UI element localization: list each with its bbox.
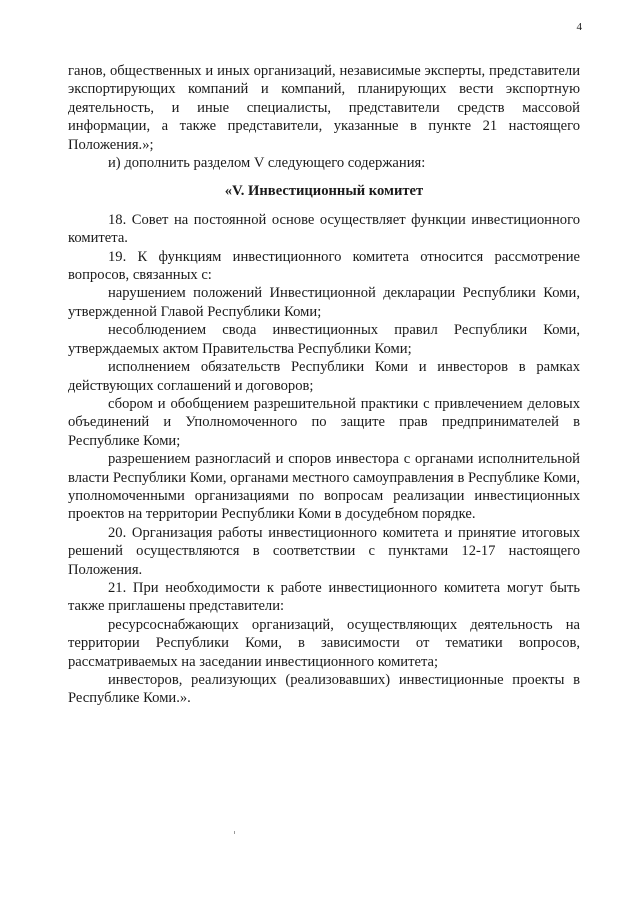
page-number: 4 xyxy=(576,21,582,33)
paragraph-clause-19-item-2: несоблюдением свода инвестиционных правил Республики Коми, утверждаемых актом Правительства Республики Коми; xyxy=(68,322,580,357)
paragraph-clause-19-item-5: разрешением разногласий и споров инвестора с органами исполнительной власти Республики Коми, органами местного самоуправления в Республике Коми, уполномоченными организациями по вопросам реализации инвестиционных проектов на территории Республики Коми в досудебном порядке. xyxy=(68,451,580,523)
paragraph-continuation: ганов, общественных и иных организаций, независимые эксперты, представители экспортирующих компаний и компаний, планирующих вести экспортную деятельность, и иные специалисты, представители средств массовой информации, а также представители, указанные в пункте 21 настоящего Положения.»; xyxy=(68,63,580,153)
scan-artifact xyxy=(234,831,235,834)
paragraph-clause-19: 19. К функциям инвестиционного комитета относится рассмотрение вопросов, связанных с: xyxy=(68,248,580,284)
paragraph-item-i: и) дополнить разделом V следующего содержания: xyxy=(108,155,426,172)
paragraph-clause-21: 21. При необходимости к работе инвестиционного комитета могут быть также приглашены представители: xyxy=(68,579,580,615)
paragraph-clause-19-item-1: нарушением положений Инвестиционной декларации Республики Коми, утвержденной Главой Республики Коми; xyxy=(68,285,580,320)
paragraph-clause-19-item-4: сбором и обобщением разрешительной практики с привлечением деловых объединений и Уполномоченного по защите прав предпринимателей в Республике Коми; xyxy=(68,395,580,449)
paragraph-clause-21-item-2: инвесторов, реализующих (реализовавших) инвестиционные проекты в Республике Коми.». xyxy=(68,672,580,707)
section-heading: «V. Инвестиционный комитет xyxy=(224,183,424,200)
paragraph-clause-18: 18. Совет на постоянной основе осуществляет функции инвестиционного комитета. xyxy=(68,211,580,247)
document-body xyxy=(68,62,580,708)
paragraph-clause-21-item-1: ресурсоснабжающих организаций, осуществляющих деятельность на территории Республики Коми, в зависимости от тематики вопросов, рассматриваемых на заседании инвестиционного комитета; xyxy=(68,616,580,670)
paragraph-clause-20: 20. Организация работы инвестиционного комитета и принятие итоговых решений осуществляются в соответствии с пунктами 12-17 настоящего Положения. xyxy=(68,524,580,578)
paragraph-clause-19-item-3: исполнением обязательств Республики Коми и инвесторов в рамках действующих соглашений и договоров; xyxy=(68,359,580,394)
